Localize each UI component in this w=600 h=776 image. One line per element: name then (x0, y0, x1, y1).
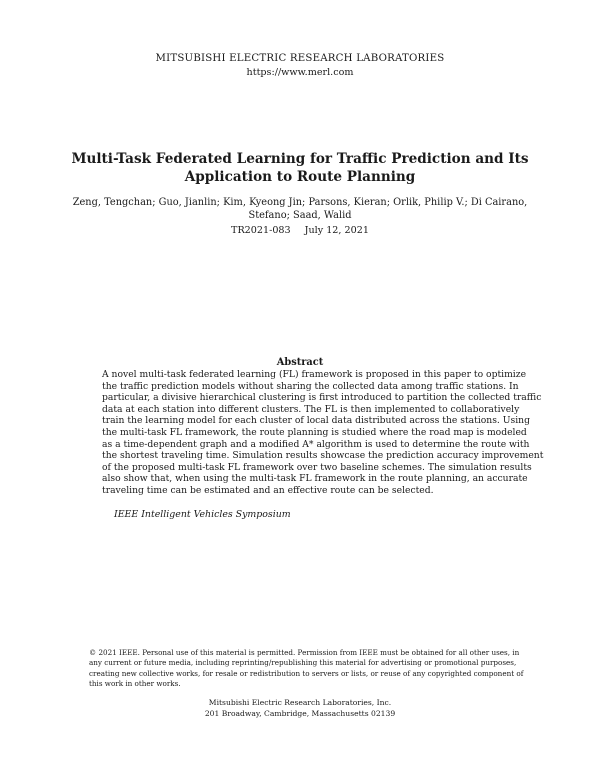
abstract-body (102, 369, 544, 497)
lab-name: MITSUBISHI ELECTRIC RESEARCH LABORATORIES (155, 53, 445, 64)
abstract-line: as a time-dependent graph and a modified A* algorithm is used to determine the route with (102, 438, 530, 450)
copyright-line: creating new collective works, for resale or redistribution to servers or lists, or reuse of any copyrighted component of (89, 668, 524, 678)
abstract-line: train the learning model for each cluster of local data distributed across the stations. Using (102, 415, 530, 427)
paper-title (0, 150, 600, 186)
title-line-1: Multi-Task Federated Learning for Traffic Prediction and Its (71, 151, 529, 167)
abstract-line: the shortest traveling time. Simulation results showcase the prediction accuracy improvement (102, 450, 544, 462)
footer-org-name: Mitsubishi Electric Research Laboratories, Inc. (208, 698, 392, 707)
abstract-line: of the proposed multi-task FL framework over two baseline schemes. The simulation results (102, 461, 532, 473)
footer-address: 201 Broadway, Cambridge, Massachusetts 02139 (204, 709, 396, 718)
abstract-line: traveling time can be estimated and an effective route can be selected. (102, 484, 434, 496)
author-line-2: Stefano; Saad, Walid (248, 210, 352, 221)
abstract-heading: Abstract (276, 357, 324, 368)
abstract-line: particular, a divisive hierarchical clustering is first introduced to partition the collected traffic (102, 392, 542, 404)
author-line-1: Zeng, Tengchan; Guo, Jianlin; Kim, Kyeong Jin; Parsons, Kieran; Orlik, Philip V.; Di Cairano, (72, 197, 528, 208)
copyright-notice (89, 648, 524, 690)
copyright-line: this work in other works. (89, 679, 181, 689)
abstract-line: A novel multi-task federated learning (FL) framework is proposed in this paper to optimize (102, 369, 527, 380)
abstract-line: the multi-task FL framework, the route planning is studied where the road map is modeled (102, 426, 527, 438)
abstract-line: also show that, when using the multi-task FL framework in the route planning, an accurate (102, 473, 528, 485)
copyright-line: © 2021 IEEE. Personal use of this material is permitted. Permission from IEEE must be obtained for all other uses, in (89, 648, 520, 657)
author-list (60, 196, 540, 222)
lab-url[interactable]: https://www.merl.com (246, 67, 354, 78)
report-number: TR2021-083 (231, 225, 291, 236)
abstract-line: data at each station into different clusters. The FL is then implemented to collaboratively (102, 403, 520, 415)
abstract-line: the traffic prediction models without sharing the collected data among traffic stations. In (102, 380, 519, 392)
title-line-2: Application to Route Planning (184, 169, 416, 185)
copyright-line: any current or future media, including reprinting/republishing this material for advertising or promotional purposes, (89, 658, 517, 668)
report-date: July 12, 2021 (304, 225, 369, 236)
report-info (0, 225, 600, 236)
venue: IEEE Intelligent Vehicles Symposium (114, 509, 291, 520)
